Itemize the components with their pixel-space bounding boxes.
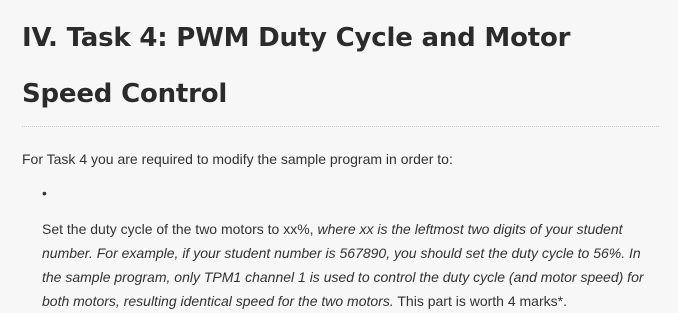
bullet-marker: • — [42, 185, 47, 201]
task-item-text-italic: where xx is the leftmost two digits of your student number. For example, if your student number is 567890, you should set the duty cycle to 56%. In the sample program, only TPM1 channel 1 is used to control the duty cycle (and motor speed) for both motors, resulting identical speed for the two motors. — [42, 221, 644, 309]
task-list — [22, 183, 658, 313]
task-item-text — [42, 217, 660, 313]
section-heading: IV. Task 4: PWM Duty Cycle and Motor Speed Control — [22, 0, 659, 127]
list-item — [22, 183, 658, 313]
intro-paragraph: For Task 4 you are required to modify the sample program in order to: — [22, 151, 453, 167]
task-item-text-normal: Set the duty cycle of the two motors to xx%, — [42, 221, 318, 237]
task-item-text-marks: This part is worth 4 marks*. — [393, 293, 567, 309]
